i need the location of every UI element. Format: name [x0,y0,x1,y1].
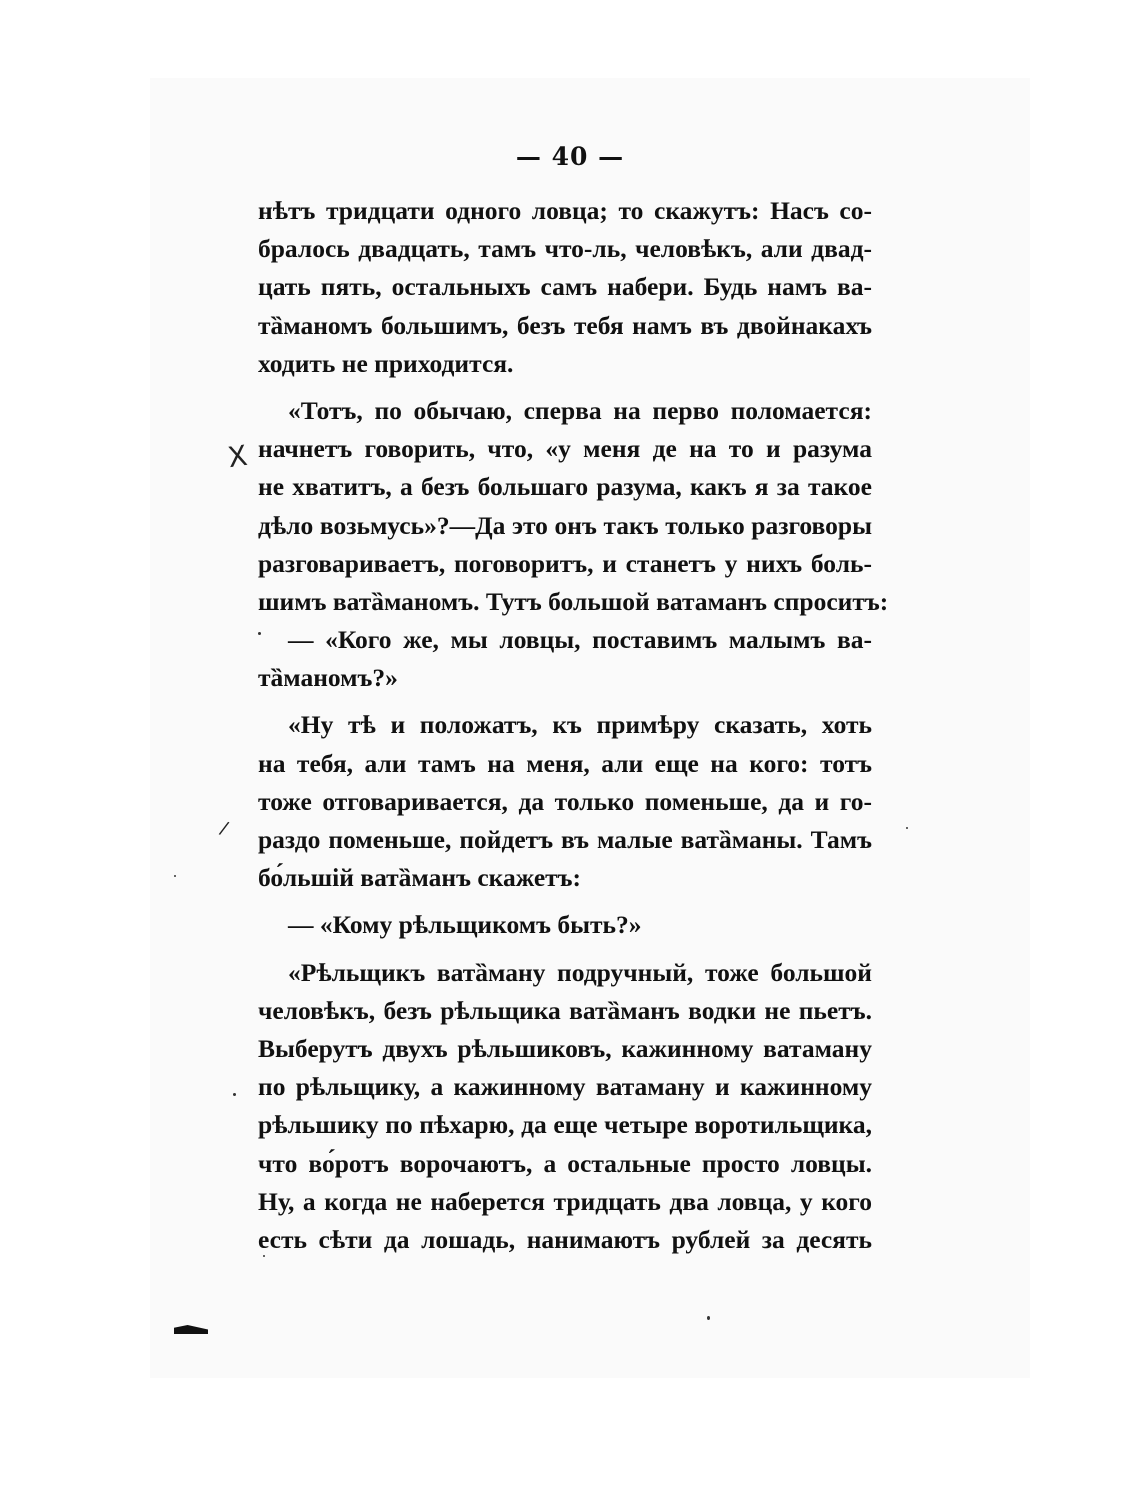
text-line: на тебя, али тамъ на меня, али еще на кого: тотъ [258,748,872,778]
margin-slash-mark: / [217,817,231,840]
text-line: тоже отговаривается, да только поменьше, да и го- [258,786,872,816]
text-line: бралось двадцать, тамъ что-ль, человѣкъ, али двад- [258,234,872,264]
scan-speck [263,1255,265,1257]
text-line: шимъ ватȁманомъ. Тутъ большой ватаманъ спроситъ: [258,586,889,616]
text-line: рѣльшику по пѣхарю, да еще четыре воротильщика, [258,1110,872,1140]
text-line: тȁманомъ?» [258,663,398,693]
text-line: начнетъ говорить, что, «у меня де на то и разума [258,434,872,464]
text-line: раздо поменьше, пойдетъ въ малые ватȁманы. Тамъ [258,825,872,854]
paragraph-gap [258,897,872,906]
text-line: «Ну тѣ и положатъ, къ примѣру сказать, хоть [288,710,872,740]
text-line: нѣтъ тридцати одного ловца; то скажутъ: Насъ со- [258,196,872,225]
paragraph-gap [258,383,872,392]
text-line: ходить не приходится. [258,348,514,378]
scan-speck [707,1316,710,1320]
body-text [258,192,889,1259]
text-line: не хватитъ, а безъ большаго разума, какъ я за такое [258,472,872,502]
scan-speck [258,632,261,635]
page-number: — 40 — [515,142,625,171]
scan-speck [174,875,176,877]
text-line: — «Кому рѣльщикомъ быть?» [288,910,642,940]
text-line: тȁманомъ большимъ, безъ тебя намъ въ двойнакахъ [258,310,872,340]
text-line: что во́ротъ ворочаютъ, а остальные просто ловцы. [258,1148,872,1178]
text-line: человѣкъ, безъ рѣльщика ватȁманъ водки не пьетъ. [258,995,872,1025]
text-line: «Тотъ, по обычаю, сперва на перво поломается: [288,395,872,425]
text-line: бо́льшій ватȁманъ скажетъ: [258,863,582,893]
scan-speck [906,827,908,829]
text-line: дѣло возьмусь»?—Да это онъ такъ только разговоры [258,510,872,540]
text-line: по рѣльщику, а кажинному ватаману и кажинному [258,1072,872,1102]
paragraph-gap [258,697,872,706]
text-line: разговариваетъ, поговоритъ, и станетъ у нихъ боль- [258,548,872,578]
text-line: Выберутъ двухъ рѣльшиковъ, кажинному ватаману [258,1033,872,1063]
text-line: цать пять, остальныхъ самъ набери. Будь намъ ва- [258,272,872,302]
text-line: — «Кого же, мы ловцы, поставимъ малымъ ва- [288,625,872,655]
paragraph-gap [258,945,872,954]
margin-cross-mark: X [225,438,250,475]
text-line: есть сѣти да лошадь, нанимаютъ рублей за десять [258,1224,872,1254]
scan-speck [233,1093,236,1096]
text-line: «Рѣльщикъ ватȁману подручный, тоже большой [288,957,872,987]
text-line: Ну, а когда не наберется тридцать два ловца, у кого [258,1186,872,1216]
